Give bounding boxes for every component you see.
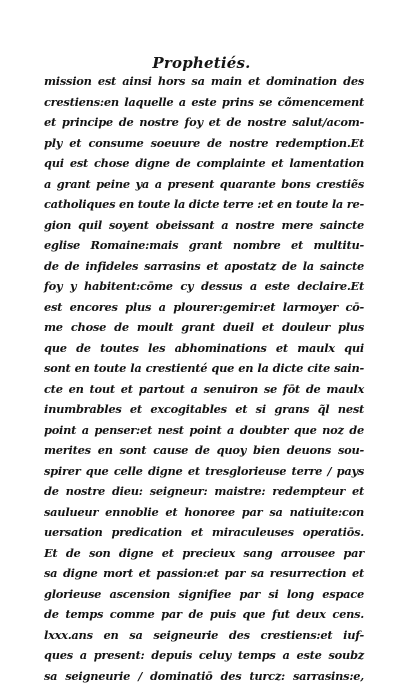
text-line: a grant peine ya a present quarante bons crestiẽs bbox=[44, 174, 364, 195]
text-line: spirer que celle digne et tresglorieuse terre / pays bbox=[44, 461, 364, 482]
text-line: cte en tout et partout a senuiron se fōt de maulx bbox=[44, 379, 364, 400]
text-line: me chose de moult grant dueil et douleur plus bbox=[44, 317, 364, 338]
text-line: ques a present: depuis celuy temps a este soubz bbox=[44, 645, 364, 666]
running-head: Prophetiés. bbox=[0, 54, 403, 72]
text-line: qui est chose digne de complainte et lamentation bbox=[44, 153, 364, 174]
text-line: de nostre dieu: seigneur: maistre: redempteur et bbox=[44, 481, 364, 502]
text-line: mission est ainsi hors sa main et domination des bbox=[44, 71, 364, 92]
text-line: sa digne mort et passion:et par sa resurrection et bbox=[44, 563, 364, 584]
text-line: inumbrables et excogitables et si grans q̃l nest bbox=[44, 399, 364, 420]
text-line: eglise Romaine:mais grant nombre et multitu- bbox=[44, 235, 364, 256]
text-line: saulueur ennoblie et honoree par sa natiuite:con bbox=[44, 502, 364, 523]
text-line: merites en sont cause de quoy bien deuons sou- bbox=[44, 440, 364, 461]
text-line: gion quil soyent obeissant a nostre mere saincte bbox=[44, 215, 364, 236]
text-line: crestiens:en laquelle a este prins se cõmencement bbox=[44, 92, 364, 113]
text-line: que de toutes les abhominations et maulx qui bbox=[44, 338, 364, 359]
text-line: catholiques en toute la dicte terre :et en toute la re- bbox=[44, 194, 364, 215]
text-line: uersation predication et miraculeuses operatiōs. bbox=[44, 522, 364, 543]
text-line: glorieuse ascension signifiee par si long espace bbox=[44, 584, 364, 605]
text-line: est encores plus a plourer:gemir:et larmoyer cō- bbox=[44, 297, 364, 318]
text-line: et principe de nostre foy et de nostre salut/acom- bbox=[44, 112, 364, 133]
text-line: ply et consume soeuure de nostre redemption.Et bbox=[44, 133, 364, 154]
text-line: sont en toute la crestienté que en la dicte cite sain- bbox=[44, 358, 364, 379]
text-line: sa seigneurie / dominatiō des turcz: sarrasins:e, bbox=[44, 666, 364, 686]
text-block bbox=[44, 71, 364, 686]
text-line: Et de son digne et precieux sang arrousee par bbox=[44, 543, 364, 564]
text-line: point a penser:et nest point a doubter que noz de bbox=[44, 420, 364, 441]
text-line: lxxx.ans en sa seigneurie des crestiens:et iuf- bbox=[44, 625, 364, 646]
text-line: de temps comme par de puis que fut deux cens. bbox=[44, 604, 364, 625]
text-line: de de infideles sarrasins et apostatz de la saincte bbox=[44, 256, 364, 277]
text-line: foy y habitent:cōme cy dessus a este declaire.Et bbox=[44, 276, 364, 297]
